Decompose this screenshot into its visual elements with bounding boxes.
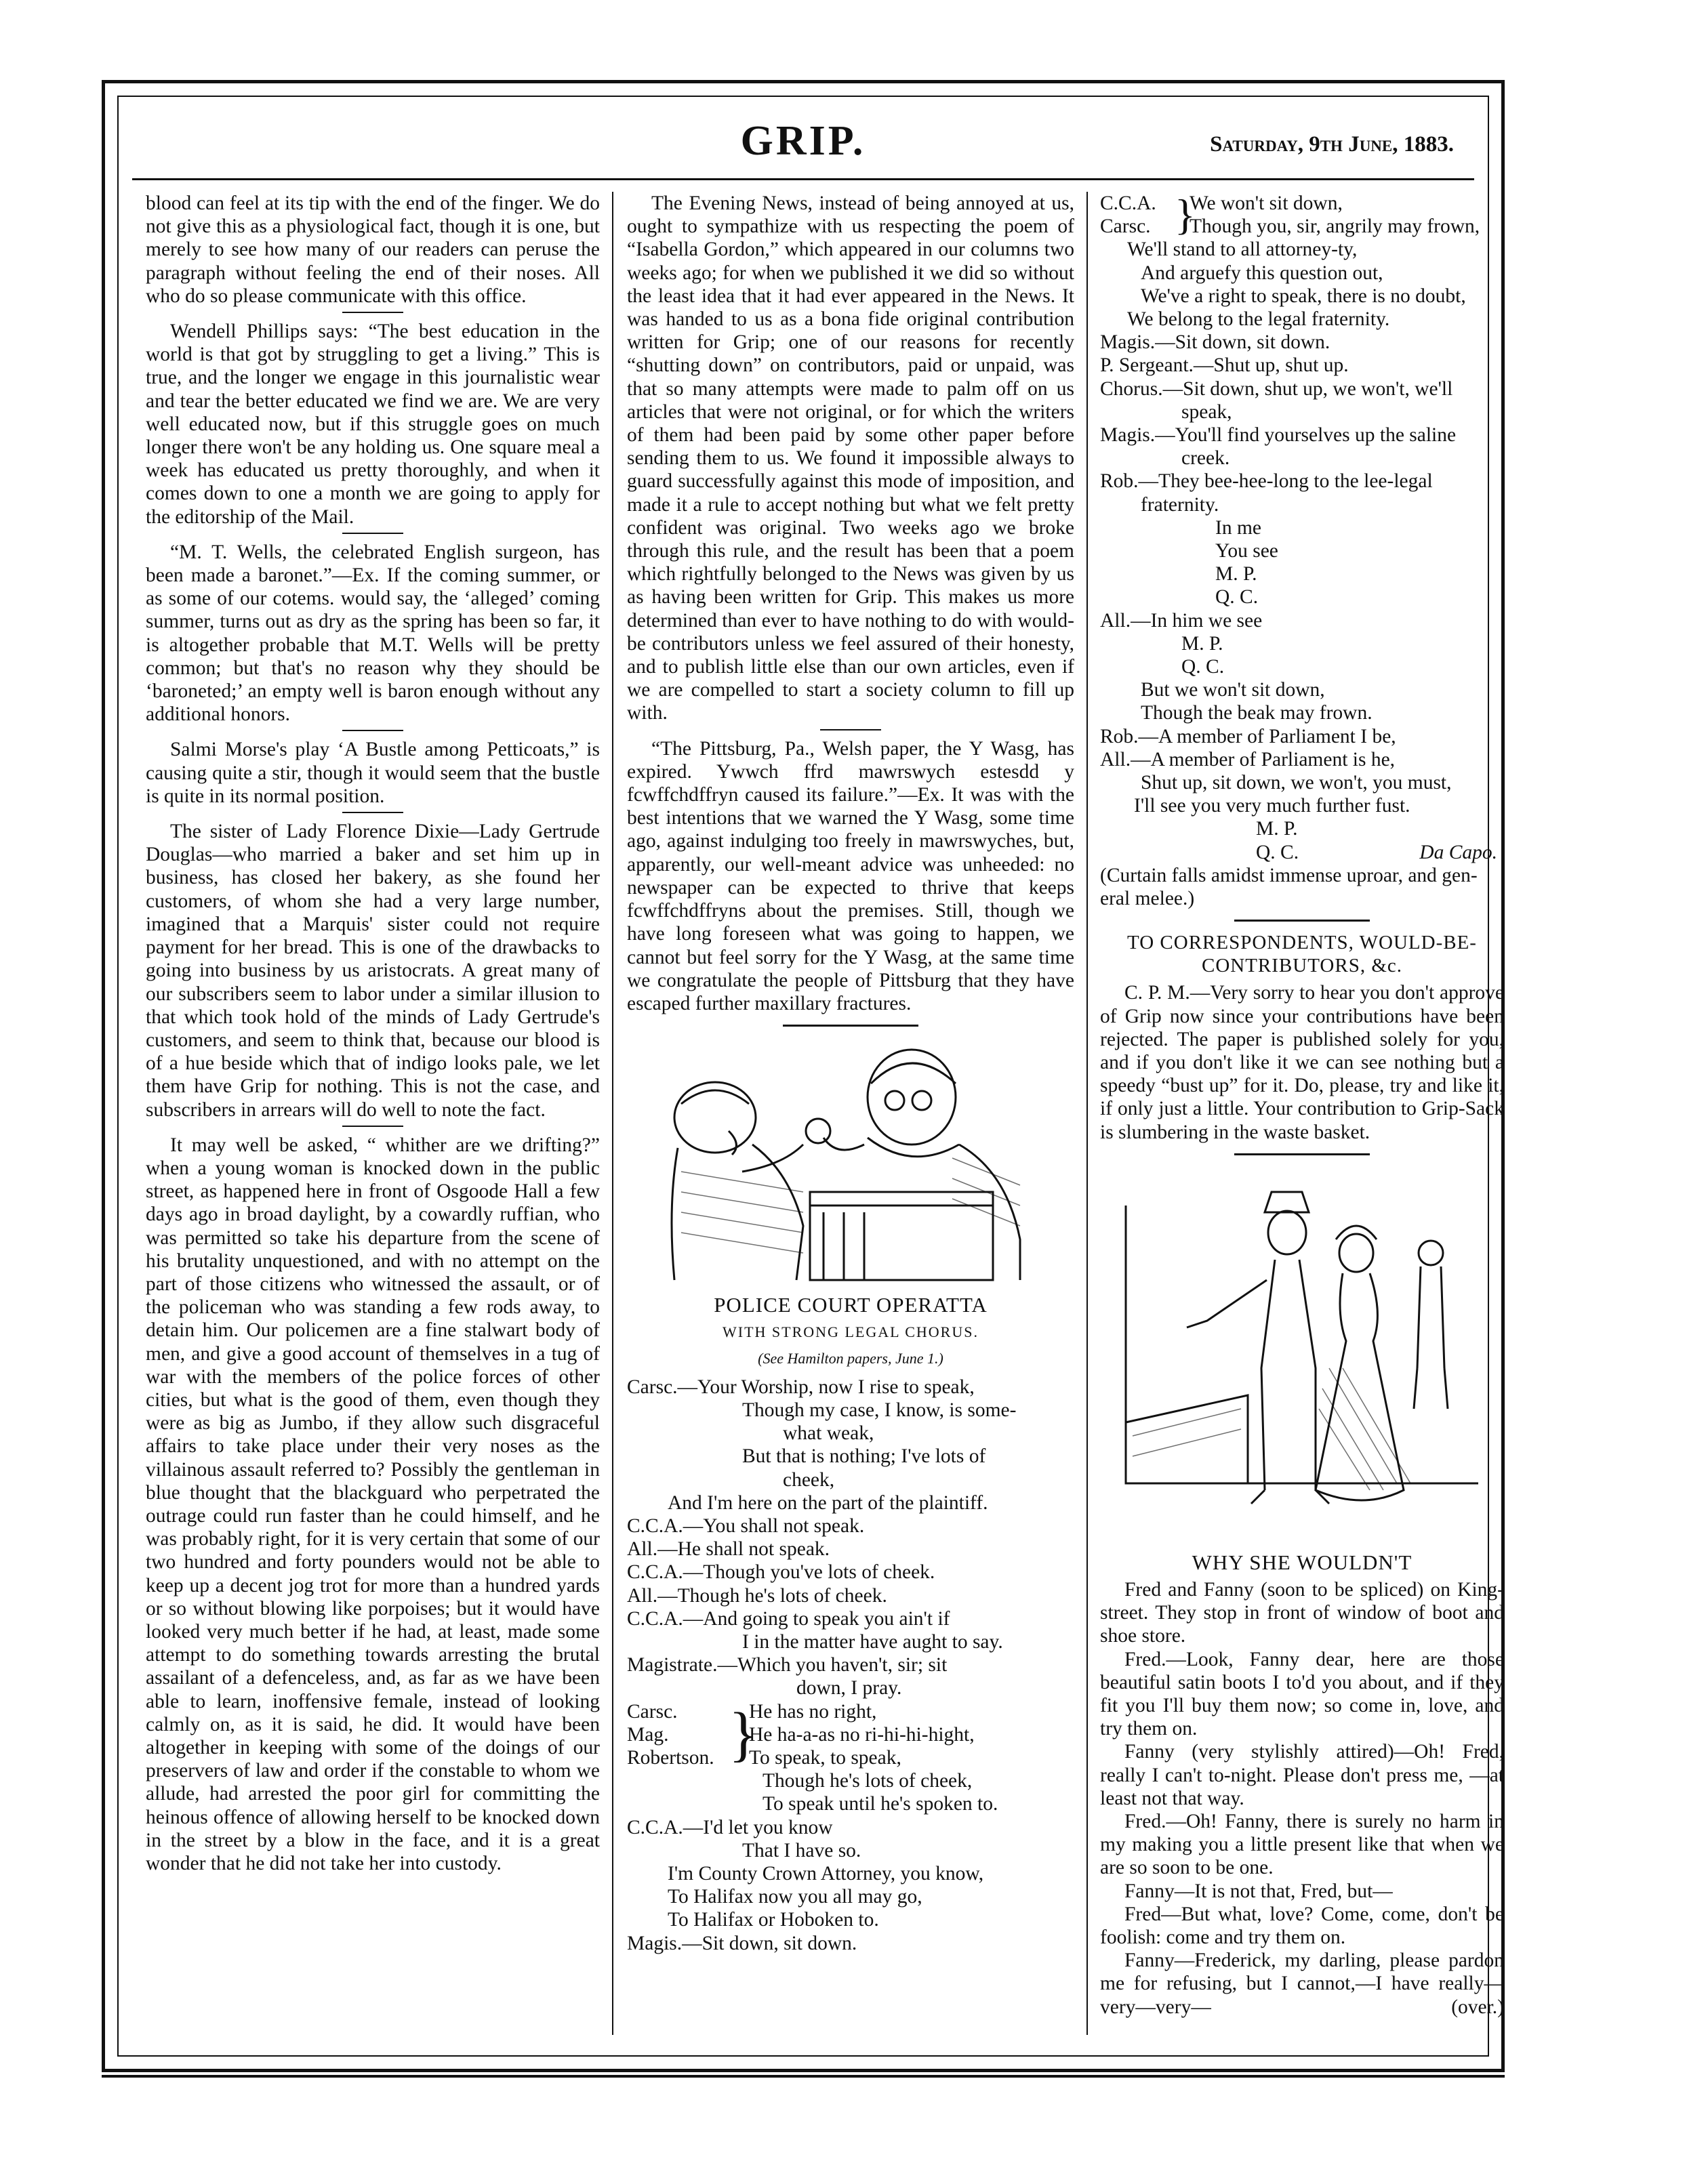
cartoon-note: (See Hamilton papers, June 1.)	[758, 1349, 943, 1367]
verse-line: Though my case, I know, is some-	[742, 1399, 1017, 1421]
page-inner-frame	[117, 96, 1504, 2057]
trio-name: Robertson.	[627, 1746, 714, 1769]
verse-line: That I have so.	[742, 1839, 861, 1861]
section-separator	[1234, 1153, 1370, 1155]
verse-line: Q. C.	[1256, 841, 1299, 863]
verse-line: Magis.—Sit down, sit down.	[627, 1932, 857, 1954]
separator	[342, 730, 403, 731]
verse-line: We'll stand to all attorney-ty,	[1127, 239, 1358, 261]
verse-line: Magis.—Sit down, sit down.	[1100, 331, 1330, 354]
paragraph: Fanny (very stylishly attired)—Oh! Fred, really I can't to-night. Please don't press me, —at least not that way.	[1100, 1741, 1504, 1809]
column-rule-1	[612, 192, 613, 2035]
paragraph: C. P. M.—Very sorry to hear you don't approve of Grip now since your contributions have been rejected. The paper is published solely for you, and if you don't like it we can see nothing but a speedy “bust up” for it. Do, please, try and like it, if only just a little. Your contribution to Grip-Sack is slumbering in the waste basket.	[1100, 982, 1504, 1143]
verse-line: down, I pray.	[796, 1677, 902, 1699]
duo-block	[1100, 192, 1504, 238]
verse-line: M. P.	[1256, 818, 1298, 840]
verse-line: We've a right to speak, there is no doubt,	[1141, 285, 1466, 307]
verse-line: And I'm here on the part of the plaintiff.	[668, 1491, 988, 1514]
verse-line: speak,	[1181, 400, 1232, 423]
verse-line: what weak,	[783, 1422, 874, 1445]
verse-line: In me	[1215, 516, 1261, 539]
verse-line: Q. C.	[1181, 656, 1225, 678]
paragraph: The Evening News, instead of being annoyed at us, ought to sympathize with us respecting the poem of “Isabella Gordon,” which appeared in our columns two weeks ago; for when we published it we did so without the least idea that it had ever appeared in the News. It was handed to us as a bona fide original contribution written for Grip; one of our reasons for recently “shutting down” on contributors, paid or unpaid, was that so many attempts were made to palm off on us articles that were not original, or for which the writers of them had been paid by some other paper before sending them to us. We found it impossible always to guard successfully against this mode of imposition, and made it a rule to accept nothing but what we felt pretty confident was original. Two weeks ago we broke through this rule, and the result has been that a poem which rightfully belonged to the News was given by us as having been written for Grip. This makes us more determined than ever to have nothing to do with would-be contributors unless we feel assured of their honesty, and to publish little else than our own articles, even if we are compelled to start a society column to fill up with.	[627, 192, 1074, 724]
cartoon-subtitle: WITH STRONG LEGAL CHORUS.	[723, 1323, 979, 1341]
paragraph: Fred.—Look, Fanny dear, here are those beautiful satin boots I to'd you about, and if they fit you I'll buy them now; so come in, love, and try them on.	[1100, 1648, 1504, 1740]
verse-line: You see	[1215, 540, 1278, 562]
separator	[820, 729, 881, 730]
duo-line: We won't sit down,	[1190, 192, 1343, 214]
verse-line: But we won't sit down,	[1141, 679, 1325, 701]
verse-line: Though the beak may frown.	[1141, 702, 1373, 724]
cartoon-title: POLICE COURT OPERATTA	[714, 1293, 988, 1317]
verse-line: cheek,	[783, 1468, 835, 1491]
stage-direction: (Curtain falls amidst immense uproar, and gen-	[1100, 864, 1478, 886]
why-she-wouldnt-cartoon-illustration	[1112, 1165, 1492, 1544]
verse-line: Magis.—You'll find yourselves up the saline	[1100, 424, 1457, 447]
verse-line: And arguefy this question out,	[1141, 262, 1383, 284]
verse-line: Rob.—A member of Parliament I be,	[1100, 725, 1396, 747]
section-separator	[783, 1025, 918, 1027]
section-separator	[1234, 920, 1370, 922]
duo-name: C.C.A.	[1100, 192, 1156, 214]
duo-line: Though you, sir, angrily may frown,	[1190, 215, 1480, 238]
paragraph: It may well be asked, “ whither are we drifting?” when a young woman is knocked down in the public street, as happened here in front of Osgoode Hall a few days ago in broad daylight, by a cowardly ruffian, who was permitted so take his departure from the scene of his brutality unquestioned, and with no attempt on the part of those citizens who witnessed the assault, or of the policeman who was standing a few rods away, to detain him. Our policemen are a fine stalwart body of men, and give a good account of themselves in a tug of war with the members of the police forces of other cities, but what is the good of them, even though they were as big as Jumbo, if they allow such disgraceful affairs to take place under their very noses as the villainous assault referred to? Possibly the gentleman in blue thought that the blackguard who perpetrated the outrage could run faster than he could himself, and he was probably right, for it is very certain that some of our two hundred and forty pounders would not be able to keep up a decent jog trot for more than a hundred yards or so without blowing like porpoises; but it would have looked very much better if he had, at least, made some attempt to do something towards arresting the brutal assailant of a defenceless, and, as far as we have been able to learn, inoffensive female, instead of looking calmly on, as it is said, he did. It would have been altogether in keeping with some of the doings of our preservers of law and order if the constable to whom we allude, had arrested the poor girl for committing the heinous offence of allowing herself to be knocked down in the street by a blow in the face, and it is a great wonder that he did not take her into custody.	[146, 1134, 600, 1875]
verse-line: P. Sergeant.—Shut up, shut up.	[1100, 354, 1349, 377]
verse-line: C.C.A.—You shall not speak.	[627, 1515, 865, 1537]
verse-line: fraternity.	[1141, 493, 1219, 516]
paragraph: The sister of Lady Florence Dixie—Lady Gertrude Douglas—who married a baker and set him up in business, has closed her bakery, as she found her customers, of whom she had a very large number, imagined that a Marquis' sister could not require payment for her bread. This is one of the drawbacks to going into business by us aristocrats. A great many of our subscribers seem to labor under a similar illusion to that which took hold of the minds of Lady Gertrude's customers, and seem to think that, because our blood is of a hue beside which that of indigo looks pale, we let them have Grip for nothing. This is not the case, and subscribers in arrears will do well to note the fact.	[146, 821, 600, 1121]
paragraph-text: Fanny—Frederick, my darling, please pardon me for refusing, but I cannot,—I have really—very—very—	[1100, 1950, 1504, 2018]
verse-line: Chorus.—Sit down, shut up, we won't, we'll	[1100, 377, 1453, 400]
trio-line: He ha-a-as no ri-hi-hi-hight,	[749, 1723, 975, 1746]
verse-line: Magistrate.—Which you haven't, sir; sit	[627, 1654, 948, 1676]
verse-line: All.—A member of Parliament is he,	[1100, 748, 1396, 770]
verse-line: Carsc.—Your Worship, now I rise to speak,	[627, 1376, 975, 1398]
duo-name: Carsc.	[1100, 215, 1151, 238]
verse-line: creek.	[1181, 447, 1230, 470]
masthead: GRIP.	[740, 118, 866, 164]
verse-line: Shut up, sit down, we won't, you must,	[1141, 772, 1452, 794]
verse-line: C.C.A.—I'd let you know	[627, 1816, 833, 1838]
trio-line: To speak, to speak,	[749, 1746, 901, 1769]
paragraph: “M. T. Wells, the celebrated English surgeon, has been made a baronet.”—Ex. If the coming summer, or as some of our cotems. would say, the ‘alleged’ coming summer, turns out as dry as the spring has been so far, it is altogether probable that M.T. Wells will be pretty common; but that's no reason why they should be ‘baroneted;’ an empty well is baron enough without any additional honors.	[146, 541, 600, 726]
verse-line: All.—He shall not speak.	[627, 1538, 830, 1561]
verse-line: Q. C.	[1215, 586, 1259, 609]
paragraph: Fred and Fanny (soon to be spliced) on King-street. They stop in front of window of boot and shoe store.	[1100, 1578, 1504, 1647]
verse-line: C.C.A.—And going to speak you ain't if	[627, 1607, 950, 1630]
verse-line: We belong to the legal fraternity.	[1127, 308, 1390, 331]
verse-line: But that is nothing; I've lots of	[742, 1445, 986, 1468]
brace: }	[1175, 192, 1196, 239]
verse-line: To Halifax now you all may go,	[668, 1886, 922, 1908]
separator	[342, 312, 403, 313]
verse-line: All.—Though he's lots of cheek.	[627, 1584, 887, 1607]
separator	[342, 1126, 403, 1127]
verse-line: M. P.	[1215, 563, 1257, 585]
verse-line: Though he's lots of cheek,	[763, 1770, 973, 1792]
separator	[342, 533, 403, 534]
column-3	[1100, 192, 1504, 2035]
paragraph: blood can feel at its tip with the end of the finger. We do not give this as a physiological fact, though it is one, but merely to see how many of our readers can peruse the paragraph without feeling the end of their noses. All who do so please communicate with this office.	[146, 192, 600, 307]
column-2	[627, 192, 1074, 2035]
paragraph: Fred—But what, love? Come, come, don't be foolish: come and try them on.	[1100, 1903, 1504, 1948]
page-bottom-rule	[102, 2075, 1505, 2078]
trio-block	[627, 1700, 1074, 1770]
paragraph	[1100, 1949, 1504, 2019]
page-header	[132, 117, 1474, 180]
verse-line: C.C.A.—Though you've lots of cheek.	[627, 1561, 935, 1584]
paragraph: Fred.—Oh! Fanny, there is surely no harm in my making you a little present like that when we are so soon to be one.	[1100, 1810, 1504, 1879]
trio-name: Mag.	[627, 1723, 669, 1746]
verse-line: To speak until he's spoken to.	[763, 1793, 998, 1815]
verse-line: Rob.—They bee-hee-long to the lee-legal	[1100, 470, 1433, 493]
verse-line: I in the matter have aught to say.	[742, 1630, 1003, 1653]
separator	[342, 812, 403, 813]
paragraph: Wendell Phillips says: “The best education in the world is that got by struggling to get a living.” This is true, and the longer we engage in this journalistic wear and tear the better educated we find we are. We are very well educated now, but if this struggle goes on much longer there won't be any holding us. One square meal a week has educated us pretty thoroughly, and when it comes down to one a month we are going to apply for the editorship of the Mail.	[146, 321, 600, 528]
paragraph: “The Pittsburg, Pa., Welsh paper, the Y Wasg, has expired. Ywwch ffrd mawrswych estesdd y fcwffchdffryn caused its failure.”—Ex. It was with the best intentions that we warned the Y Wasg, some time ago, against indulging too freely in mawrswyches, but, apparently, our well-meant advice was unheeded: no newspaper can be expected to thrive that keeps fcwffchdffryns about the premises. Still, though we have long foreseen what was going to happen, we cannot but feel sorry for the Y Wasg, at the same time we congratulate the people of Pittsburg that they have escaped further maxillary fractures.	[627, 737, 1074, 1014]
trio-line: He has no right,	[749, 1700, 877, 1723]
paragraph: Salmi Morse's play ‘A Bustle among Petticoats,” is causing quite a stir, though it would seem that the bustle is quite in its normal position.	[146, 739, 600, 807]
column-rule-2	[1086, 192, 1088, 2035]
continued-note: (over.)	[1451, 1996, 1504, 2018]
stage-direction: eral melee.)	[1100, 888, 1195, 910]
verse-line: To Halifax or Hoboken to.	[668, 1909, 879, 1931]
column-1	[146, 192, 600, 2035]
operetta-verse	[627, 1376, 1074, 1955]
brace: }	[729, 1700, 758, 1768]
trio-name: Carsc.	[627, 1700, 678, 1723]
da-capo: Da Capo.	[1419, 841, 1497, 863]
cartoon-title: WHY SHE WOULDN'T	[1192, 1550, 1412, 1574]
verse-line: I'm County Crown Attorney, you know,	[668, 1862, 984, 1884]
verse-line: M. P.	[1181, 632, 1223, 655]
paragraph: Fanny—It is not that, Fred, but—	[1124, 1880, 1393, 1902]
correspondents-heading: TO CORRESPONDENTS, WOULD-BE-CONTRIBUTORS, &c.	[1127, 932, 1477, 977]
dateline: Saturday, 9th June, 1883.	[1210, 132, 1454, 157]
police-court-cartoon-illustration	[641, 1036, 1061, 1287]
verse-line: All.—In him we see	[1100, 609, 1263, 632]
verse-line: I'll see you very much further fust.	[1134, 795, 1410, 817]
page-frame	[102, 80, 1505, 2072]
